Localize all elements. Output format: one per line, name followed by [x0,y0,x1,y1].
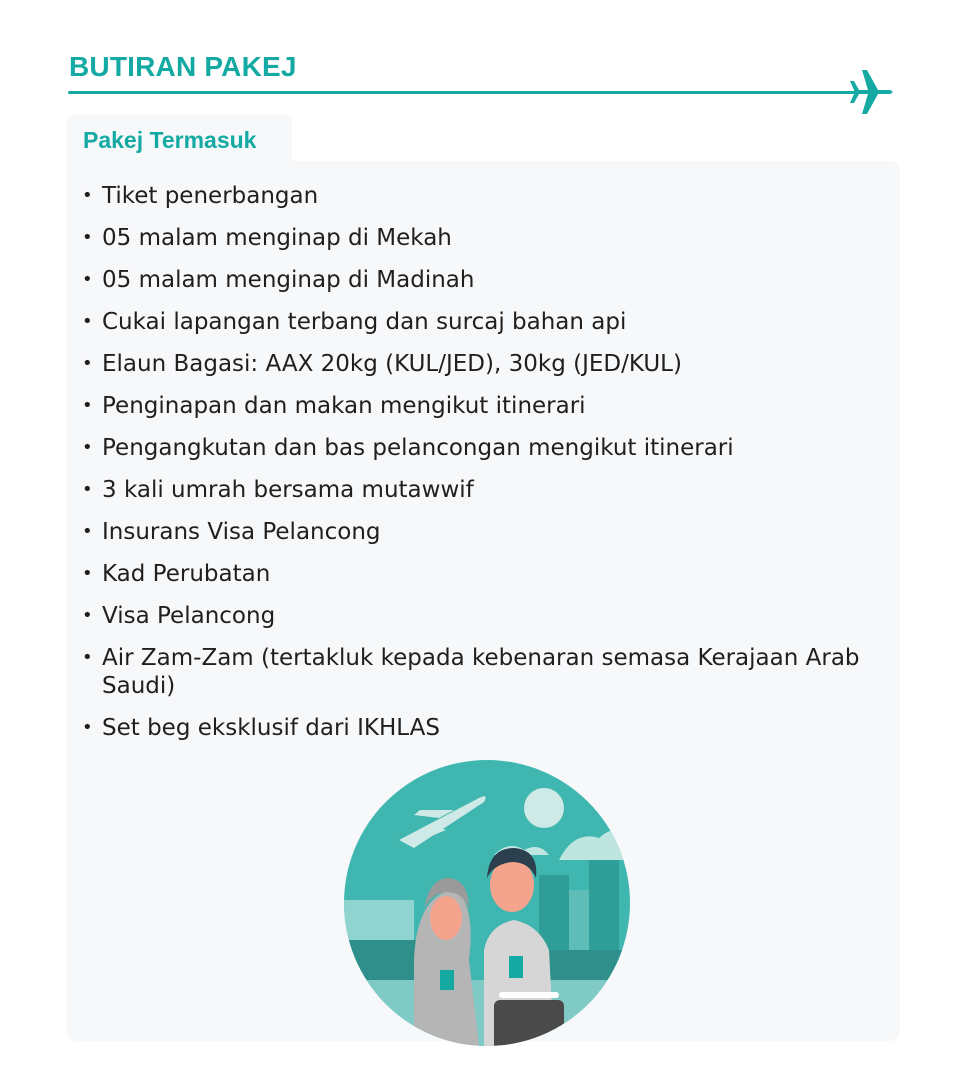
package-item-text: Cukai lapangan terbang dan surcaj bahan api [102,309,627,335]
bullet-icon: • [82,269,93,290]
bullet-icon: • [82,717,93,738]
package-item-text: Insurans Visa Pelancong [102,519,381,545]
package-item-text: Penginapan dan makan mengikut itinerari [102,393,586,419]
package-item [80,434,870,462]
tab-label: Pakej Termasuk [83,127,257,153]
airplane-icon [848,68,896,116]
bullet-icon: • [82,521,93,542]
package-item [80,224,870,252]
package-item [80,308,870,336]
package-item-text: Pengangkutan dan bas pelancongan mengikut itinerari [102,435,734,461]
bullet-icon: • [82,563,93,584]
package-item-text: 05 malam menginap di Madinah [102,267,475,293]
bullet-icon: • [82,605,93,626]
package-item [80,644,870,700]
package-item-text: Air Zam-Zam (tertakluk kepada kebenaran semasa Kerajaan Arab Saudi) [102,645,860,699]
bullet-icon: • [82,479,93,500]
pilgrims-airport-illustration [344,760,630,1046]
package-item-text: 3 kali umrah bersama mutawwif [102,477,474,503]
package-item [80,518,870,546]
package-item-text: Set beg eksklusif dari IKHLAS [102,715,440,741]
package-item-text: 05 malam menginap di Mekah [102,225,452,251]
package-item [80,392,870,420]
package-item-text: Kad Perubatan [102,561,271,587]
package-item [80,602,870,630]
bullet-icon: • [82,185,93,206]
package-item [80,182,870,210]
package-item-text: Tiket penerbangan [102,183,319,209]
package-item [80,714,870,742]
package-item [80,350,870,378]
bullet-icon: • [82,311,93,332]
package-item-list [80,182,870,756]
package-item [80,266,870,294]
bullet-icon: • [82,437,93,458]
package-item [80,476,870,504]
package-item-text: Visa Pelancong [102,603,276,629]
bullet-icon: • [82,395,93,416]
package-item-text: Elaun Bagasi: AAX 20kg (KUL/JED), 30kg (JED/KUL) [102,351,682,377]
bullet-icon: • [82,227,93,248]
page-title: BUTIRAN PAKEJ [69,51,297,82]
bullet-icon: • [82,647,93,668]
bullet-icon: • [82,353,93,374]
package-item [80,560,870,588]
header-divider [68,91,863,94]
